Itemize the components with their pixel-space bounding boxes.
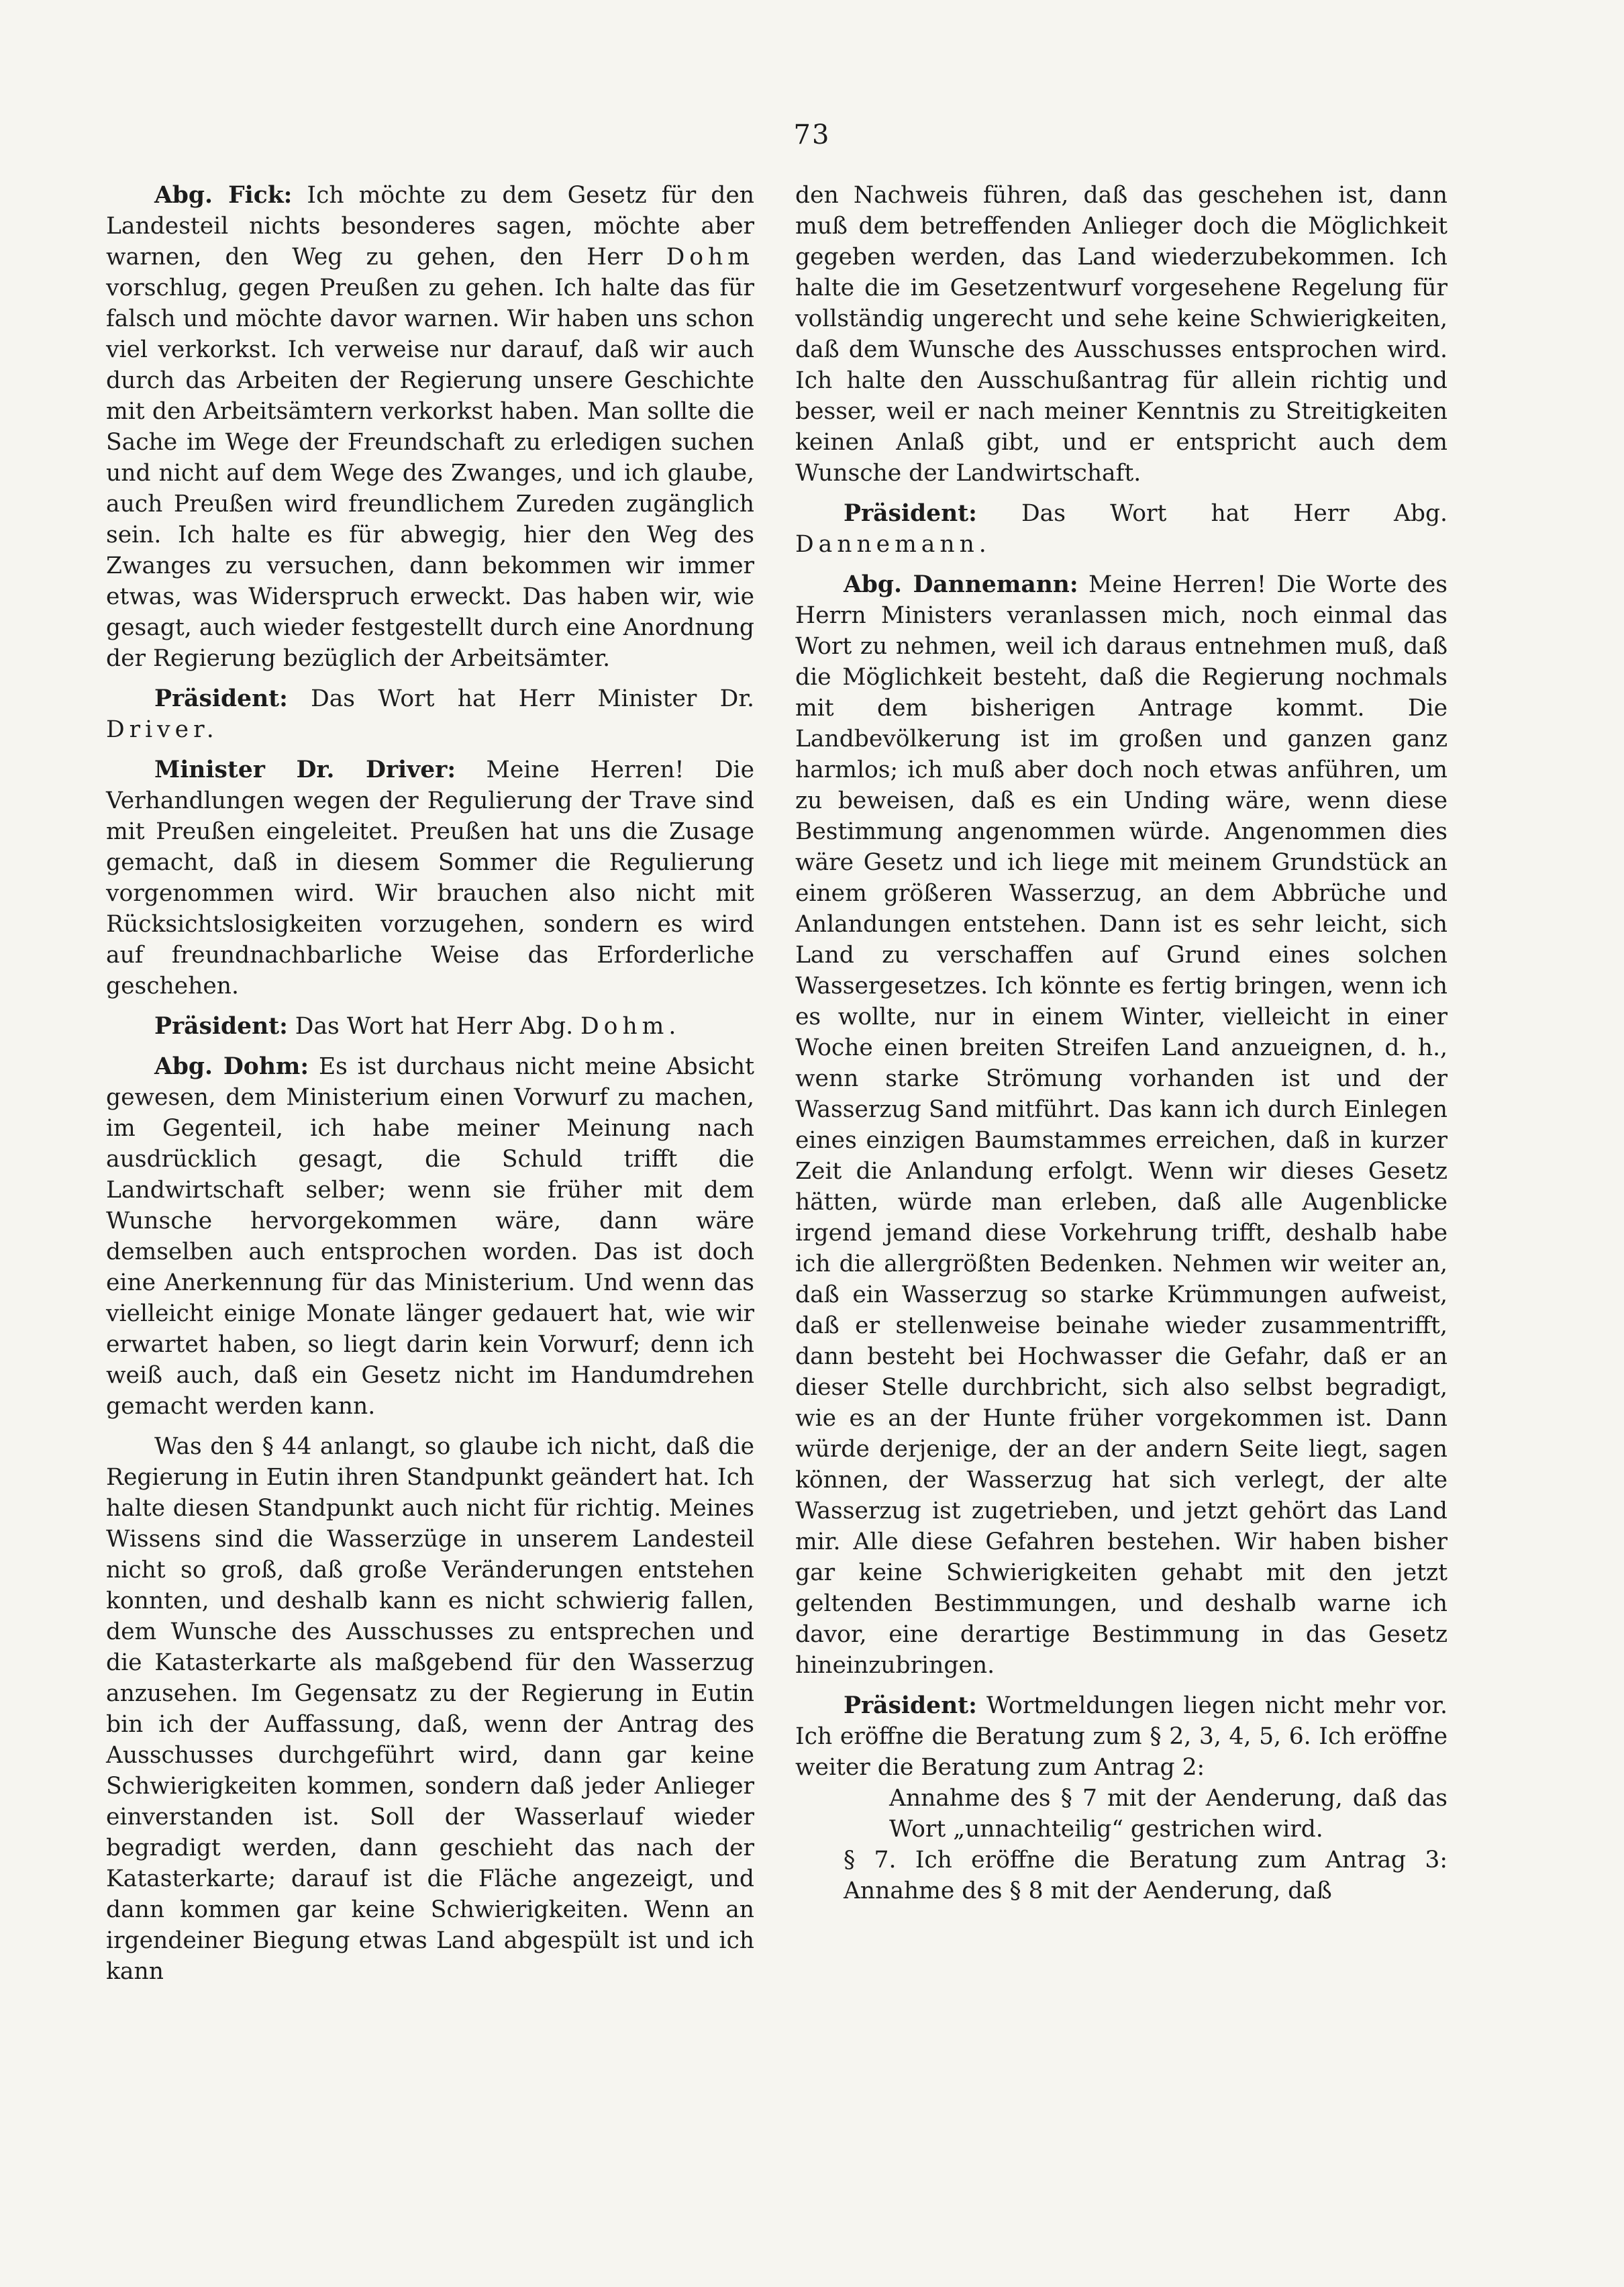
page-number: 73 <box>793 119 831 150</box>
paragraph <box>795 498 1448 560</box>
text-run: Meine Herren! Die Verhandlungen wegen der Regulierung der Trave sind mit Preußen eingeleitet. Preußen hat uns die Zusage gemacht, daß in diesem Sommer die Regulierung vorgenommen wird. Wir brauchen also nicht mit Rücksichtslosigkeiten vorzugehen, sondern es wird auf freundnachbarliche Weise das Erforderliche geschehen. <box>106 757 754 1000</box>
paragraph <box>795 1690 1448 1783</box>
right-column <box>795 180 1448 1906</box>
speaker-label: Präsident: <box>154 1013 288 1040</box>
text-run: den Nachweis führen, daß das geschehen ist, dann muß dem betreffenden Anlieger doch die Möglichkeit gegeben werden, das Land wiederzubekommen. Ich halte die im Gesetzentwurf vorgesehene Regelung für vollständig ungerecht und sehe keine Schwierigkeiten, daß dem Wunsche des Ausschusses entsprochen wird. Ich halte den Ausschußantrag für allein richtig und besser, weil er nach meiner Kenntnis zu Streitigkeiten keinen Anlaß gibt, und er entspricht auch dem Wunsche der Landwirtschaft. <box>795 182 1448 487</box>
left-column <box>106 180 754 1996</box>
paragraph <box>106 1431 754 1987</box>
spaced-name: Dohm <box>666 244 754 271</box>
paragraph <box>106 683 754 745</box>
text-run: Das Wort hat Herr Abg. <box>287 1013 581 1040</box>
speaker-label: Präsident: <box>154 685 288 712</box>
speaker-label: Minister Dr. Driver: <box>154 757 456 783</box>
speaker-label: Präsident: <box>844 500 977 527</box>
paragraph <box>795 1783 1448 1845</box>
text-run: Ich möchte zu dem Gesetz für den Landesteil nichts besonderes sagen, möchte aber warnen, den Weg zu gehen, den Herr <box>106 182 754 271</box>
speaker-label: Abg. Fick: <box>154 182 293 209</box>
paragraph <box>106 755 754 1002</box>
text-run: Das Wort hat Herr Abg. <box>976 500 1448 527</box>
text-run: Es ist durchaus nicht meine Absicht gewesen, dem Ministerium einen Vorwurf zu machen, im Gegenteil, ich habe meiner Meinung nach ausdrücklich gesagt, die Schuld trifft die Landwirtschaft selber; wenn sie früher mit dem Wunsche hervorgekommen wäre, dann wäre demselben auch entsprochen worden. Das ist doch eine Anerkennung für das Ministerium. Und wenn das vielleicht einige Monate länger gedauert hat, wie wir erwartet haben, so liegt darin kein Vorwurf; denn ich weiß auch, daß ein Gesetz nicht im Handumdrehen gemacht werden kann. <box>106 1053 754 1420</box>
paragraph <box>106 1011 754 1042</box>
text-run: Meine Herren! Die Worte des Herrn Ministers veranlassen mich, noch einmal das Wort zu nehmen, weil ich daraus entnehmen muß, daß die Möglichkeit besteht, daß die Regierung nochmals mit dem bisherigen Antrage kommt. Die Landbevölkerung ist im großen und ganzen ganz harmlos; ich muß aber doch noch etwas anführen, um zu beweisen, daß es ein Unding wäre, wenn diese Bestimmung angenommen würde. Angenommen dies wäre Gesetz und ich liege mit meinem Grundstück an einem größeren Wasserzug, an dem Abbrüche und Anlandungen entstehen. Dann ist es sehr leicht, sich Land zu verschaffen auf Grund eines solchen Wassergesetzes. Ich könnte es fertig bringen, wenn ich es wollte, nur in einem Winter, vielleicht in einer Woche einen breiten Streifen Land anzueignen, d. h., wenn starke Strömung vorhanden ist und der Wasserzug Sand mitführt. Das kann ich durch Einlegen eines einzigen Baumstammes erreichen, daß in kurzer Zeit die Anlandung erfolgt. Wenn wir dieses Gesetz hätten, würde man erleben, daß alle Augenblicke irgend jemand diese Vorkehrung trifft, deshalb habe ich die allergrößten Bedenken. Nehmen wir weiter an, daß ein Wasserzug so starke Krümmungen aufweist, daß er stellenweise beinahe wieder zusammentrifft, dann besteht bei Hochwasser die Gefahr, daß er an dieser Stelle durchbricht, sich also selbst begradigt, wie es an der Hunte früher vorgekommen ist. Dann würde derjenige, der an der andern Seite liegt, sagen können, der Wasserzug hat sich verlegt, der alte Wasserzug ist zugetrieben, und jetzt gehört das Land mir. Alle diese Gefahren bestehen. Wir haben bisher gar keine Schwierigkeiten gehabt mit den jetzt geltenden Bestimmungen, und deshalb warne ich davor, eine derartige Bestimmung in das Gesetz hineinzubringen. <box>795 571 1448 1679</box>
paragraph <box>106 1051 754 1422</box>
text-run: Wortmeldungen liegen nicht mehr vor. Ich eröffne die Beratung zum § 2, 3, 4, 5, 6. Ich eröffne weiter die Beratung zum Antrag 2: <box>795 1692 1448 1781</box>
speaker-label: Präsident: <box>844 1692 977 1719</box>
spaced-name: Dohm. <box>580 1013 681 1040</box>
paragraph <box>795 180 1448 489</box>
text-run: § 7. Ich eröffne die Beratung zum Antrag 3: Annahme des § 8 mit der Aenderung, daß <box>844 1847 1448 1904</box>
speaker-label: Abg. Dohm: <box>154 1053 309 1080</box>
text-run: vorschlug, gegen Preußen zu gehen. Ich halte das für falsch und möchte davor warnen. Wir haben uns schon viel verkorkst. Ich verweise nur darauf, daß wir auch durch das Arbeiten der Regierung unsere Geschichte mit den Arbeitsämtern verkorkst haben. Man sollte die Sache im Wege der Freundschaft zu erledigen suchen und nicht auf dem Wege des Zwanges, und ich glaube, auch Preußen wird freundlichem Zureden zugänglich sein. Ich halte es für abwegig, hier den Weg des Zwanges zu versuchen, dann bekommen wir immer etwas, was Widerspruch erweckt. Das haben wir, wie gesagt, auch wieder festgestellt durch eine Anordnung der Regierung bezüglich der Arbeitsämter. <box>106 275 754 672</box>
paragraph <box>795 1845 1448 1906</box>
spaced-name: Dannemann. <box>795 531 991 558</box>
text-run: Was den § 44 anlangt, so glaube ich nicht, daß die Regierung in Eutin ihren Standpunkt geändert hat. Ich halte diesen Standpunkt auch nicht für richtig. Meines Wissens sind die Wasserzüge in unserem Landesteil nicht so groß, daß große Veränderungen entstehen konnten, und deshalb kann es nicht schwierig fallen, dem Wunsche des Ausschusses zu entsprechen und die Katasterkarte als maßgebend für den Wasserzug anzusehen. Im Gegensatz zu der Regierung in Eutin bin ich der Auffassung, daß, wenn der Antrag des Ausschusses durchgeführt wird, dann gar keine Schwierigkeiten kommen, sondern daß jeder Anlieger einverstanden ist. Soll der Wasserlauf wieder begradigt werden, dann geschieht das nach der Katasterkarte; darauf ist die Fläche angezeigt, und dann kommen gar keine Schwierigkeiten. Wenn an irgendeiner Biegung etwas Land abgespült ist und ich kann <box>106 1433 754 1985</box>
text-run: Das Wort hat Herr Minister Dr. <box>287 685 754 712</box>
paragraph <box>795 569 1448 1681</box>
speaker-label: Abg. Dannemann: <box>844 571 1078 598</box>
text-run: Annahme des § 7 mit der Aenderung, daß das Wort „unnachteilig“ gestrichen wird. <box>889 1785 1448 1843</box>
paragraph <box>106 180 754 674</box>
spaced-name: Driver. <box>106 716 219 743</box>
